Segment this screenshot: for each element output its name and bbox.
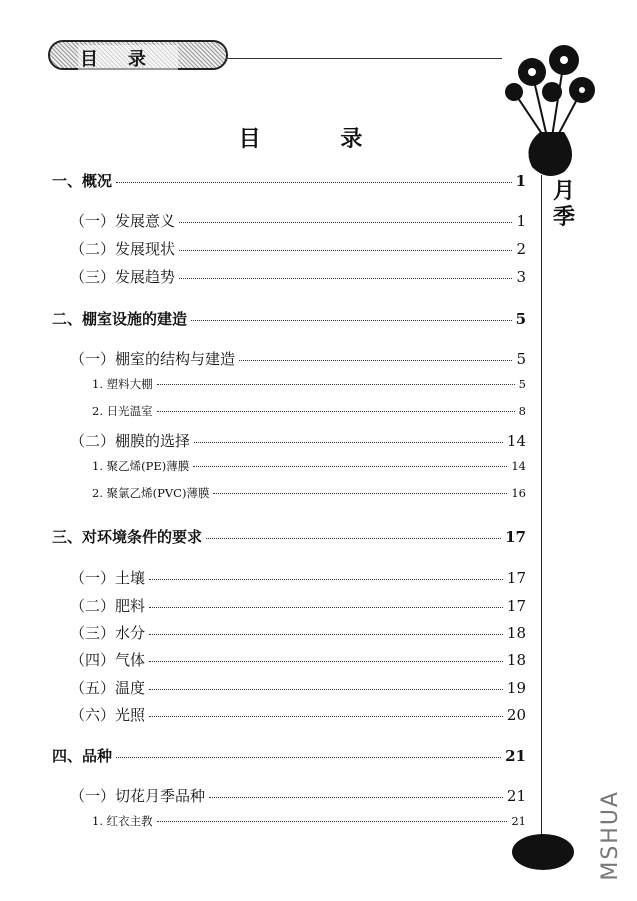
toc-entry — [70, 785, 526, 806]
toc-entry-label: （一）切花月季品种 — [70, 787, 206, 805]
toc-entry-label: （五）温度 — [70, 679, 146, 697]
toc-leader-dots — [209, 797, 503, 798]
toc-entry-label: 2. 日光温室 — [92, 404, 153, 418]
toc-entry-page: 18 — [506, 624, 526, 642]
page-title: 目 录 — [238, 126, 399, 152]
toc-entry — [92, 485, 526, 501]
toc-entry-page: 21 — [511, 814, 526, 828]
toc-entry — [92, 813, 526, 829]
toc-entry — [70, 238, 526, 259]
toc-entry — [52, 170, 526, 191]
side-chapter-title: 月季 — [553, 178, 576, 230]
toc-entry-label: （一）发展意义 — [70, 212, 176, 230]
toc-entry-page: 21 — [506, 787, 526, 805]
toc-leader-dots — [157, 384, 515, 385]
toc-entry — [70, 595, 526, 616]
toc-leader-dots — [157, 411, 515, 412]
toc-entry-page: 17 — [505, 528, 526, 546]
toc-leader-dots — [149, 716, 503, 717]
toc-entry-page: 17 — [506, 569, 526, 587]
toc-entry — [92, 458, 526, 474]
toc-leader-dots — [194, 442, 503, 443]
toc-entry-page: 19 — [506, 679, 526, 697]
toc-entry-page: 5 — [518, 377, 526, 391]
toc-entry-page: 18 — [506, 651, 526, 669]
toc-entry-label: （二）棚膜的选择 — [70, 432, 191, 450]
toc-leader-dots — [191, 320, 512, 321]
toc-entry-page: 1 — [516, 212, 526, 230]
toc-entry-label: 1. 塑料大棚 — [92, 377, 153, 391]
banner-label: 目录 — [78, 45, 178, 71]
toc-leader-dots — [206, 538, 501, 539]
toc-entry — [52, 745, 526, 766]
toc-leader-dots — [179, 222, 512, 223]
toc-leader-dots — [213, 493, 507, 494]
toc-entry-page: 5 — [516, 350, 526, 368]
toc-entry-page: 1 — [515, 172, 526, 190]
toc-leader-dots — [157, 821, 508, 822]
toc-leader-dots — [116, 757, 501, 758]
toc-leader-dots — [149, 634, 503, 635]
toc-entry — [70, 567, 526, 588]
toc-entry — [92, 403, 526, 419]
toc-entry-label: 二、棚室设施的建造 — [52, 310, 188, 328]
toc-entry-label: 三、对环境条件的要求 — [52, 528, 203, 546]
toc-entry-label: 2. 聚氯乙烯(PVC)薄膜 — [92, 486, 210, 500]
toc-entry — [70, 622, 526, 643]
watermark: MSHUA — [598, 790, 623, 881]
toc-entry — [70, 649, 526, 670]
toc-entry-label: （一）棚室的结构与建造 — [70, 350, 236, 368]
toc-entry-label: （二）肥料 — [70, 597, 146, 615]
toc-entry-label: （三）水分 — [70, 624, 146, 642]
toc-entry — [70, 704, 526, 725]
toc-entry-page: 17 — [506, 597, 526, 615]
toc-entry — [70, 210, 526, 231]
toc-entry-page: 20 — [506, 706, 526, 724]
toc-entry-label: （四）气体 — [70, 651, 146, 669]
toc-leader-dots — [193, 466, 507, 467]
toc-entry — [52, 308, 526, 329]
toc-entry-page: 16 — [511, 486, 526, 500]
toc-entry-label: （一）土壤 — [70, 569, 146, 587]
toc-entry — [70, 677, 526, 698]
toc-leader-dots — [179, 278, 512, 279]
toc-leader-dots — [149, 607, 503, 608]
toc-leader-dots — [149, 689, 503, 690]
toc-entry — [92, 376, 526, 392]
toc-entry-page: 2 — [516, 240, 526, 258]
toc-entry-page: 21 — [505, 747, 526, 765]
toc-entry — [70, 266, 526, 287]
toc-entry-page: 5 — [515, 310, 526, 328]
toc-entry-label: （六）光照 — [70, 706, 146, 724]
toc-entry — [70, 430, 526, 451]
toc-entry-page: 14 — [511, 459, 526, 473]
toc-leader-dots — [149, 579, 503, 580]
toc-entry-label: 1. 聚乙烯(PE)薄膜 — [92, 459, 190, 473]
toc-entry — [70, 348, 526, 369]
toc-entry-page: 14 — [506, 432, 526, 450]
toc-leader-dots — [116, 182, 512, 183]
toc-entry-page: 3 — [516, 268, 526, 286]
toc-entry-label: 一、概况 — [52, 172, 113, 190]
toc-leader-dots — [149, 661, 503, 662]
toc-entry-label: 1. 红衣主教 — [92, 814, 153, 828]
toc-leader-dots — [239, 360, 512, 361]
toc-entry-label: 四、品种 — [52, 747, 113, 765]
toc-entry — [52, 526, 526, 547]
toc-entry-label: （二）发展现状 — [70, 240, 176, 258]
toc-entry-label: （三）发展趋势 — [70, 268, 176, 286]
toc-entry-page: 8 — [518, 404, 526, 418]
toc-leader-dots — [179, 250, 512, 251]
